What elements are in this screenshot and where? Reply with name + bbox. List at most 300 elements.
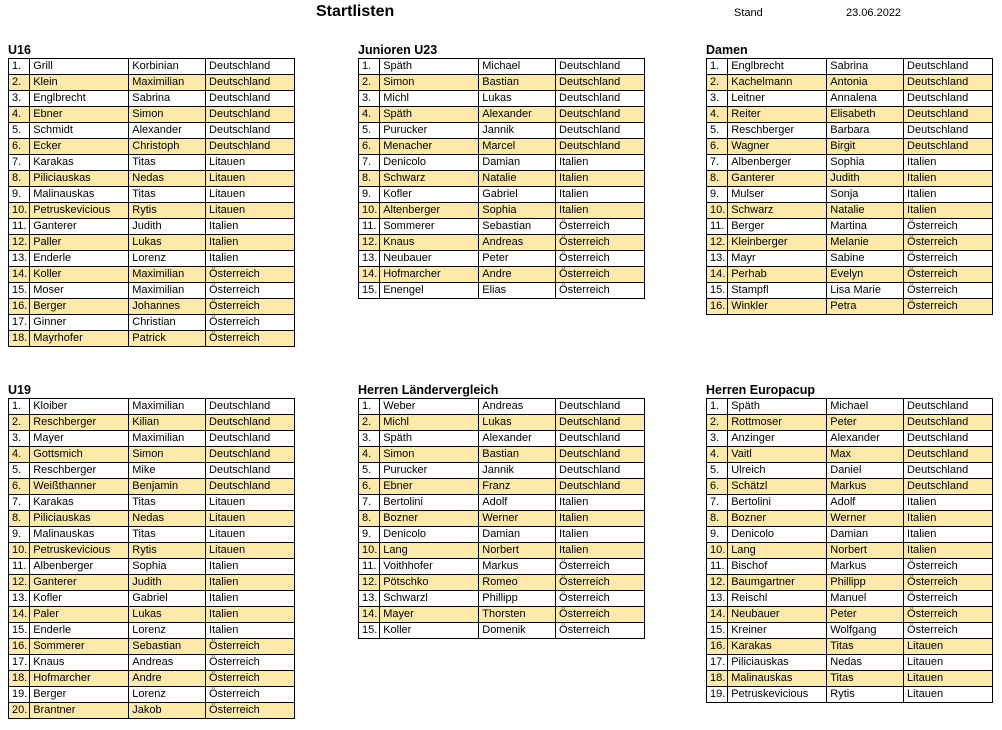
last-name-cell: Mayrhofer bbox=[30, 331, 129, 347]
first-name-cell: Phillipp bbox=[827, 575, 904, 591]
first-name-cell: Michael bbox=[827, 399, 904, 415]
rank-cell: 1. bbox=[707, 399, 728, 415]
rank-cell: 19. bbox=[9, 687, 30, 703]
table-row bbox=[359, 479, 645, 495]
rank-cell: 10. bbox=[9, 203, 30, 219]
last-name-cell: Knaus bbox=[30, 655, 129, 671]
country-cell: Litauen bbox=[206, 511, 295, 527]
first-name-cell: Gabriel bbox=[129, 591, 206, 607]
first-name-cell: Sonja bbox=[827, 187, 904, 203]
rank-cell: 2. bbox=[707, 75, 728, 91]
last-name-cell: Voithhofer bbox=[380, 559, 479, 575]
first-name-cell: Max bbox=[827, 447, 904, 463]
table-row bbox=[9, 203, 295, 219]
table-row bbox=[359, 575, 645, 591]
country-cell: Österreich bbox=[206, 655, 295, 671]
country-cell: Italien bbox=[206, 235, 295, 251]
table-row bbox=[707, 203, 993, 219]
last-name-cell: Schmidt bbox=[30, 123, 129, 139]
table-row bbox=[9, 463, 295, 479]
table-row bbox=[707, 607, 993, 623]
first-name-cell: Judith bbox=[827, 171, 904, 187]
first-name-cell: Werner bbox=[479, 511, 556, 527]
rank-cell: 4. bbox=[707, 447, 728, 463]
last-name-cell: Klein bbox=[30, 75, 129, 91]
rank-cell: 3. bbox=[359, 431, 380, 447]
table-row bbox=[707, 415, 993, 431]
rank-cell: 16. bbox=[9, 639, 30, 655]
rank-cell: 5. bbox=[707, 123, 728, 139]
first-name-cell: Lukas bbox=[129, 607, 206, 623]
last-name-cell: Englbrecht bbox=[30, 91, 129, 107]
first-name-cell: Lukas bbox=[129, 235, 206, 251]
country-cell: Deutschland bbox=[904, 479, 993, 495]
table-row bbox=[707, 91, 993, 107]
first-name-cell: Andre bbox=[479, 267, 556, 283]
first-name-cell: Antonia bbox=[827, 75, 904, 91]
country-cell: Österreich bbox=[904, 283, 993, 299]
table-row bbox=[707, 671, 993, 687]
table-row bbox=[707, 59, 993, 75]
rank-cell: 13. bbox=[9, 251, 30, 267]
first-name-cell: Kilian bbox=[129, 415, 206, 431]
rank-cell: 8. bbox=[9, 171, 30, 187]
last-name-cell: Kachelmann bbox=[728, 75, 827, 91]
last-name-cell: Bozner bbox=[380, 511, 479, 527]
last-name-cell: Hofmarcher bbox=[30, 671, 129, 687]
section-junioren-u23 bbox=[358, 43, 645, 299]
last-name-cell: Kloiber bbox=[30, 399, 129, 415]
first-name-cell: Damian bbox=[479, 155, 556, 171]
first-name-cell: Natalie bbox=[479, 171, 556, 187]
country-cell: Deutschland bbox=[206, 431, 295, 447]
start-list-table bbox=[8, 398, 295, 719]
rank-cell: 11. bbox=[707, 559, 728, 575]
rank-cell: 7. bbox=[359, 495, 380, 511]
first-name-cell: Franz bbox=[479, 479, 556, 495]
table-row bbox=[707, 655, 993, 671]
rank-cell: 13. bbox=[707, 591, 728, 607]
country-cell: Deutschland bbox=[206, 91, 295, 107]
country-cell: Deutschland bbox=[556, 415, 645, 431]
country-cell: Litauen bbox=[206, 155, 295, 171]
country-cell: Österreich bbox=[556, 559, 645, 575]
country-cell: Deutschland bbox=[904, 91, 993, 107]
last-name-cell: Bertolini bbox=[728, 495, 827, 511]
first-name-cell: Adolf bbox=[479, 495, 556, 511]
rank-cell: 14. bbox=[359, 607, 380, 623]
rank-cell: 5. bbox=[359, 463, 380, 479]
last-name-cell: Simon bbox=[380, 447, 479, 463]
last-name-cell: Englbrecht bbox=[728, 59, 827, 75]
rank-cell: 15. bbox=[9, 283, 30, 299]
rank-cell: 1. bbox=[9, 399, 30, 415]
last-name-cell: Moser bbox=[30, 283, 129, 299]
rank-cell: 3. bbox=[9, 431, 30, 447]
last-name-cell: Weber bbox=[380, 399, 479, 415]
first-name-cell: Martina bbox=[827, 219, 904, 235]
country-cell: Österreich bbox=[206, 639, 295, 655]
last-name-cell: Ginner bbox=[30, 315, 129, 331]
rank-cell: 13. bbox=[9, 591, 30, 607]
last-name-cell: Knaus bbox=[380, 235, 479, 251]
last-name-cell: Enengel bbox=[380, 283, 479, 299]
table-row bbox=[707, 479, 993, 495]
table-row bbox=[707, 591, 993, 607]
country-cell: Litauen bbox=[206, 171, 295, 187]
table-row bbox=[359, 251, 645, 267]
table-row bbox=[359, 59, 645, 75]
country-cell: Österreich bbox=[904, 591, 993, 607]
table-row bbox=[359, 187, 645, 203]
first-name-cell: Melanie bbox=[827, 235, 904, 251]
rank-cell: 17. bbox=[9, 315, 30, 331]
rank-cell: 6. bbox=[9, 139, 30, 155]
first-name-cell: Maximilian bbox=[129, 75, 206, 91]
country-cell: Deutschland bbox=[556, 431, 645, 447]
rank-cell: 14. bbox=[9, 267, 30, 283]
country-cell: Deutschland bbox=[904, 399, 993, 415]
last-name-cell: Sommerer bbox=[30, 639, 129, 655]
country-cell: Italien bbox=[556, 155, 645, 171]
rank-cell: 2. bbox=[9, 75, 30, 91]
country-cell: Österreich bbox=[904, 267, 993, 283]
first-name-cell: Simon bbox=[129, 447, 206, 463]
last-name-cell: Malinauskas bbox=[30, 527, 129, 543]
first-name-cell: Alexander bbox=[479, 107, 556, 123]
start-list-table bbox=[706, 58, 993, 315]
last-name-cell: Stampfl bbox=[728, 283, 827, 299]
table-row bbox=[9, 399, 295, 415]
last-name-cell: Purucker bbox=[380, 123, 479, 139]
table-row bbox=[707, 463, 993, 479]
first-name-cell: Michael bbox=[479, 59, 556, 75]
start-list-table bbox=[8, 58, 295, 347]
country-cell: Deutschland bbox=[904, 75, 993, 91]
section-title: Herren Europacup bbox=[706, 383, 816, 397]
table-row bbox=[9, 219, 295, 235]
section-u19 bbox=[8, 383, 295, 719]
first-name-cell: Christian bbox=[129, 315, 206, 331]
first-name-cell: Sophia bbox=[827, 155, 904, 171]
first-name-cell: Marcel bbox=[479, 139, 556, 155]
first-name-cell: Nedas bbox=[129, 171, 206, 187]
table-row bbox=[9, 139, 295, 155]
table-row bbox=[9, 511, 295, 527]
first-name-cell: Titas bbox=[827, 639, 904, 655]
first-name-cell: Andre bbox=[129, 671, 206, 687]
table-row bbox=[9, 639, 295, 655]
last-name-cell: Enderle bbox=[30, 251, 129, 267]
rank-cell: 4. bbox=[9, 107, 30, 123]
last-name-cell: Koller bbox=[380, 623, 479, 639]
section-damen bbox=[706, 43, 993, 315]
table-row bbox=[9, 415, 295, 431]
table-row bbox=[707, 447, 993, 463]
last-name-cell: Piliciauskas bbox=[30, 511, 129, 527]
table-row bbox=[359, 511, 645, 527]
table-row bbox=[9, 559, 295, 575]
section-herren-laendervergleich bbox=[358, 383, 645, 639]
rank-cell: 9. bbox=[9, 187, 30, 203]
first-name-cell: Sabine bbox=[827, 251, 904, 267]
first-name-cell: Adolf bbox=[827, 495, 904, 511]
country-cell: Deutschland bbox=[556, 463, 645, 479]
country-cell: Österreich bbox=[556, 267, 645, 283]
rank-cell: 6. bbox=[359, 479, 380, 495]
first-name-cell: Lorenz bbox=[129, 251, 206, 267]
table-row bbox=[9, 315, 295, 331]
table-row bbox=[359, 591, 645, 607]
table-row bbox=[359, 75, 645, 91]
last-name-cell: Sommerer bbox=[380, 219, 479, 235]
last-name-cell: Reischl bbox=[728, 591, 827, 607]
first-name-cell: Andreas bbox=[479, 235, 556, 251]
first-name-cell: Rytis bbox=[129, 543, 206, 559]
rank-cell: 12. bbox=[707, 575, 728, 591]
table-row bbox=[359, 171, 645, 187]
last-name-cell: Lang bbox=[380, 543, 479, 559]
table-row bbox=[707, 219, 993, 235]
first-name-cell: Judith bbox=[129, 575, 206, 591]
country-cell: Litauen bbox=[206, 495, 295, 511]
last-name-cell: Mayr bbox=[728, 251, 827, 267]
last-name-cell: Petruskevicious bbox=[30, 203, 129, 219]
table-row bbox=[707, 107, 993, 123]
last-name-cell: Kleinberger bbox=[728, 235, 827, 251]
country-cell: Italien bbox=[904, 171, 993, 187]
rank-cell: 8. bbox=[9, 511, 30, 527]
first-name-cell: Andreas bbox=[129, 655, 206, 671]
last-name-cell: Schwarz bbox=[728, 203, 827, 219]
first-name-cell: Damian bbox=[827, 527, 904, 543]
first-name-cell: Titas bbox=[129, 187, 206, 203]
country-cell: Österreich bbox=[206, 267, 295, 283]
rank-cell: 10. bbox=[359, 543, 380, 559]
country-cell: Deutschland bbox=[556, 399, 645, 415]
rank-cell: 8. bbox=[359, 511, 380, 527]
country-cell: Deutschland bbox=[904, 123, 993, 139]
table-row bbox=[9, 591, 295, 607]
start-list-table bbox=[358, 398, 645, 639]
rank-cell: 7. bbox=[707, 495, 728, 511]
first-name-cell: Birgit bbox=[827, 139, 904, 155]
table-row bbox=[9, 251, 295, 267]
country-cell: Deutschland bbox=[556, 139, 645, 155]
last-name-cell: Leitner bbox=[728, 91, 827, 107]
first-name-cell: Annalena bbox=[827, 91, 904, 107]
table-row bbox=[359, 415, 645, 431]
table-row bbox=[9, 155, 295, 171]
first-name-cell: Christoph bbox=[129, 139, 206, 155]
rank-cell: 4. bbox=[707, 107, 728, 123]
last-name-cell: Rottmoser bbox=[728, 415, 827, 431]
country-cell: Deutschland bbox=[206, 463, 295, 479]
country-cell: Österreich bbox=[904, 235, 993, 251]
rank-cell: 18. bbox=[707, 671, 728, 687]
rank-cell: 1. bbox=[707, 59, 728, 75]
last-name-cell: Petruskevicious bbox=[30, 543, 129, 559]
first-name-cell: Norbert bbox=[479, 543, 556, 559]
country-cell: Deutschland bbox=[556, 75, 645, 91]
country-cell: Italien bbox=[556, 187, 645, 203]
table-row bbox=[359, 219, 645, 235]
rank-cell: 12. bbox=[359, 235, 380, 251]
last-name-cell: Paller bbox=[30, 235, 129, 251]
first-name-cell: Markus bbox=[827, 479, 904, 495]
rank-cell: 8. bbox=[359, 171, 380, 187]
table-row bbox=[359, 607, 645, 623]
page-title: Startlisten bbox=[316, 3, 395, 20]
last-name-cell: Reschberger bbox=[30, 463, 129, 479]
last-name-cell: Enderle bbox=[30, 623, 129, 639]
last-name-cell: Kofler bbox=[380, 187, 479, 203]
rank-cell: 2. bbox=[9, 415, 30, 431]
section-title: U19 bbox=[8, 383, 31, 397]
first-name-cell: Benjamin bbox=[129, 479, 206, 495]
country-cell: Litauen bbox=[206, 527, 295, 543]
first-name-cell: Andreas bbox=[479, 399, 556, 415]
last-name-cell: Malinauskas bbox=[728, 671, 827, 687]
last-name-cell: Reschberger bbox=[30, 415, 129, 431]
first-name-cell: Daniel bbox=[827, 463, 904, 479]
last-name-cell: Denicolo bbox=[728, 527, 827, 543]
country-cell: Litauen bbox=[206, 203, 295, 219]
rank-cell: 6. bbox=[707, 479, 728, 495]
rank-cell: 17. bbox=[9, 655, 30, 671]
table-row bbox=[707, 283, 993, 299]
table-row bbox=[9, 123, 295, 139]
last-name-cell: Paler bbox=[30, 607, 129, 623]
country-cell: Deutschland bbox=[206, 107, 295, 123]
country-cell: Deutschland bbox=[206, 399, 295, 415]
table-row bbox=[9, 107, 295, 123]
country-cell: Deutschland bbox=[556, 91, 645, 107]
table-row bbox=[707, 123, 993, 139]
rank-cell: 4. bbox=[9, 447, 30, 463]
country-cell: Italien bbox=[556, 171, 645, 187]
rank-cell: 11. bbox=[9, 559, 30, 575]
first-name-cell: Elias bbox=[479, 283, 556, 299]
first-name-cell: Patrick bbox=[129, 331, 206, 347]
table-row bbox=[707, 155, 993, 171]
rank-cell: 14. bbox=[707, 607, 728, 623]
table-row bbox=[359, 123, 645, 139]
table-row bbox=[359, 267, 645, 283]
first-name-cell: Sophia bbox=[479, 203, 556, 219]
last-name-cell: Mayer bbox=[30, 431, 129, 447]
first-name-cell: Titas bbox=[129, 527, 206, 543]
table-row bbox=[9, 91, 295, 107]
country-cell: Italien bbox=[206, 591, 295, 607]
rank-cell: 10. bbox=[707, 203, 728, 219]
first-name-cell: Domenik bbox=[479, 623, 556, 639]
country-cell: Österreich bbox=[206, 315, 295, 331]
rank-cell: 3. bbox=[359, 91, 380, 107]
first-name-cell: Maximilian bbox=[129, 267, 206, 283]
table-row bbox=[707, 187, 993, 203]
last-name-cell: Späth bbox=[728, 399, 827, 415]
country-cell: Österreich bbox=[556, 283, 645, 299]
rank-cell: 12. bbox=[9, 235, 30, 251]
table-row bbox=[9, 527, 295, 543]
section-title: U16 bbox=[8, 43, 31, 57]
start-list-table bbox=[706, 398, 993, 703]
table-row bbox=[707, 495, 993, 511]
last-name-cell: Weißthanner bbox=[30, 479, 129, 495]
rank-cell: 15. bbox=[707, 623, 728, 639]
rank-cell: 8. bbox=[707, 171, 728, 187]
rank-cell: 16. bbox=[9, 299, 30, 315]
last-name-cell: Petruskevicious bbox=[728, 687, 827, 703]
first-name-cell: Gabriel bbox=[479, 187, 556, 203]
country-cell: Deutschland bbox=[904, 431, 993, 447]
country-cell: Deutschland bbox=[556, 479, 645, 495]
country-cell: Deutschland bbox=[206, 479, 295, 495]
table-row bbox=[359, 463, 645, 479]
rank-cell: 9. bbox=[359, 527, 380, 543]
first-name-cell: Alexander bbox=[827, 431, 904, 447]
table-row bbox=[707, 639, 993, 655]
table-row bbox=[9, 687, 295, 703]
last-name-cell: Malinauskas bbox=[30, 187, 129, 203]
first-name-cell: Lukas bbox=[479, 415, 556, 431]
last-name-cell: Späth bbox=[380, 107, 479, 123]
first-name-cell: Natalie bbox=[827, 203, 904, 219]
country-cell: Österreich bbox=[904, 575, 993, 591]
table-row bbox=[9, 447, 295, 463]
rank-cell: 5. bbox=[9, 463, 30, 479]
first-name-cell: Sebastian bbox=[129, 639, 206, 655]
rank-cell: 7. bbox=[9, 155, 30, 171]
first-name-cell: Thorsten bbox=[479, 607, 556, 623]
country-cell: Italien bbox=[904, 527, 993, 543]
country-cell: Österreich bbox=[556, 235, 645, 251]
rank-cell: 15. bbox=[359, 623, 380, 639]
rank-cell: 20. bbox=[9, 703, 30, 719]
rank-cell: 1. bbox=[9, 59, 30, 75]
table-row bbox=[707, 299, 993, 315]
country-cell: Litauen bbox=[904, 655, 993, 671]
country-cell: Deutschland bbox=[556, 107, 645, 123]
country-cell: Litauen bbox=[206, 187, 295, 203]
table-row bbox=[9, 655, 295, 671]
country-cell: Litauen bbox=[904, 671, 993, 687]
last-name-cell: Vaitl bbox=[728, 447, 827, 463]
table-row bbox=[9, 495, 295, 511]
rank-cell: 2. bbox=[359, 75, 380, 91]
last-name-cell: Baumgartner bbox=[728, 575, 827, 591]
rank-cell: 10. bbox=[359, 203, 380, 219]
country-cell: Deutschland bbox=[904, 59, 993, 75]
country-cell: Österreich bbox=[904, 559, 993, 575]
rank-cell: 7. bbox=[9, 495, 30, 511]
last-name-cell: Purucker bbox=[380, 463, 479, 479]
country-cell: Italien bbox=[206, 623, 295, 639]
table-row bbox=[359, 399, 645, 415]
table-row bbox=[9, 171, 295, 187]
country-cell: Österreich bbox=[206, 687, 295, 703]
first-name-cell: Wolfgang bbox=[827, 623, 904, 639]
rank-cell: 11. bbox=[359, 559, 380, 575]
country-cell: Italien bbox=[904, 155, 993, 171]
rank-cell: 13. bbox=[707, 251, 728, 267]
first-name-cell: Mike bbox=[129, 463, 206, 479]
table-row bbox=[9, 623, 295, 639]
table-row bbox=[9, 575, 295, 591]
table-row bbox=[707, 543, 993, 559]
last-name-cell: Winkler bbox=[728, 299, 827, 315]
